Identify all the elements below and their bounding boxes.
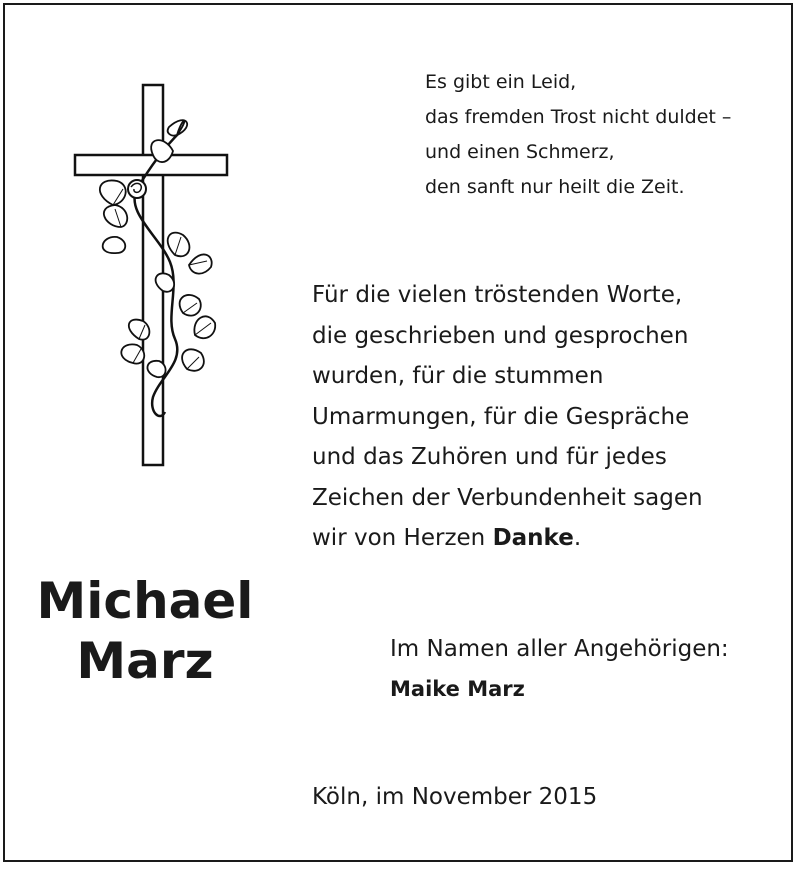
thanks-line: Für die vielen tröstenden Worte, <box>312 282 683 308</box>
poem-line: den sanft nur heilt die Zeit. <box>425 176 685 198</box>
obituary-notice <box>3 3 793 862</box>
family-block <box>390 629 729 709</box>
thanks-emphasis: Danke <box>492 525 574 551</box>
poem-line: Es gibt ein Leid, <box>425 71 577 93</box>
deceased-last-name: Marz <box>76 632 214 690</box>
thanks-prefix: wir von Herzen <box>312 525 493 551</box>
thanks-line-final <box>312 518 703 559</box>
place-date: Köln, im November 2015 <box>312 784 598 810</box>
family-signature: Maike Marz <box>390 677 525 701</box>
poem <box>425 65 731 205</box>
thanks-line: wurden, für die stummen <box>312 363 604 389</box>
thanks-line: Zeichen der Verbundenheit sagen <box>312 484 703 511</box>
deceased-name <box>5 571 285 691</box>
thanks-text <box>312 275 703 559</box>
deceased-first-name: Michael <box>36 572 254 630</box>
poem-line: und einen Schmerz, <box>425 141 615 163</box>
cross-with-rose-vine-icon <box>65 77 240 472</box>
thanks-line: und das Zuhören und für jedes <box>312 444 667 470</box>
poem-line: das fremden Trost nicht duldet – <box>425 106 732 128</box>
thanks-suffix: . <box>573 525 582 551</box>
thanks-line: Umarmungen, für die Gespräche <box>312 403 690 430</box>
family-intro: Im Namen aller Angehörigen: <box>390 636 729 662</box>
thanks-line: die geschrieben und gesprochen <box>312 322 689 349</box>
